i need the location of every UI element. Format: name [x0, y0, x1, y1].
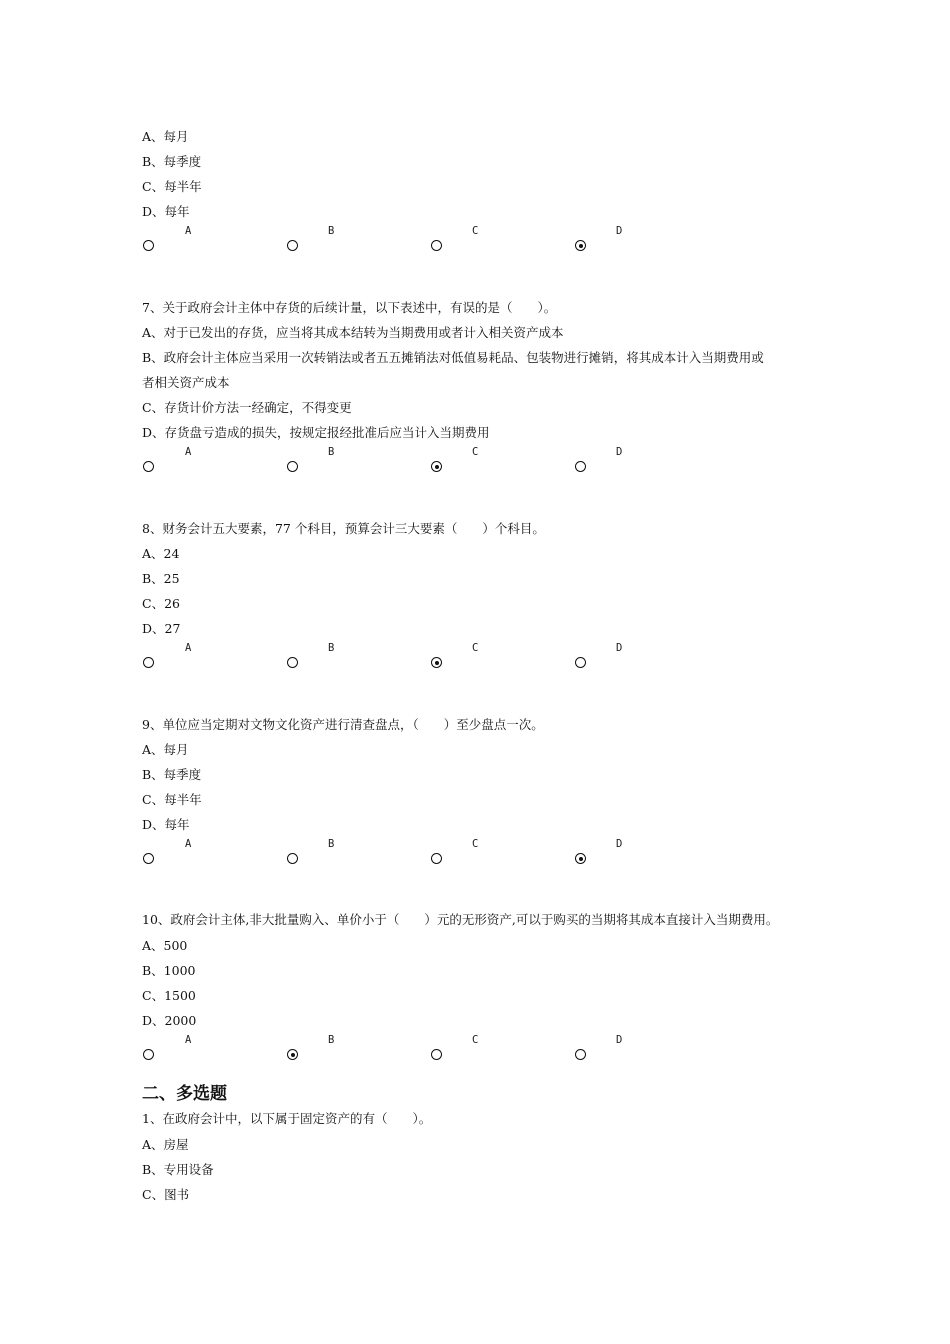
q7-radio-c[interactable]: [431, 461, 442, 472]
q7-radio-b[interactable]: [287, 461, 298, 472]
q7-choice-label-b: B: [328, 446, 335, 458]
q9-radio-b[interactable]: [287, 853, 298, 864]
q10-option-d: D、2000: [142, 1013, 197, 1028]
q8-radio-b[interactable]: [287, 657, 298, 668]
q10-radio-c[interactable]: [431, 1049, 442, 1060]
q7-question: 7、关于政府会计主体中存货的后续计量，以下表述中，有误的是（ ）。: [142, 300, 557, 315]
q9-option-a: A、每月: [142, 742, 189, 757]
q8-option-c: C、26: [142, 596, 180, 611]
q10-radio-b[interactable]: [287, 1049, 298, 1060]
q8-question: 8、财务会计五大要素，77 个科目，预算会计三大要素（ ）个科目。: [142, 521, 545, 536]
q6-radio-c[interactable]: [431, 240, 442, 251]
q6-choice-label-b: B: [328, 225, 335, 237]
q8-choice-label-c: C: [472, 642, 479, 654]
q7-option-d: D、存货盘亏造成的损失，按规定报经批准后应当计入当期费用: [142, 425, 490, 440]
mq1-option-a: A、房屋: [142, 1137, 189, 1152]
q8-option-b: B、25: [142, 571, 180, 586]
q9-question: 9、单位应当定期对文物文化资产进行清查盘点，（ ）至少盘点一次。: [142, 717, 544, 732]
q10-option-b: B、1000: [142, 963, 196, 978]
q8-choice-label-a: A: [185, 642, 192, 654]
q8-choice-label-d: D: [616, 642, 623, 654]
q7-choice-label-a: A: [185, 446, 192, 458]
q9-radio-d[interactable]: [575, 853, 586, 864]
q8-option-a: A、24: [142, 546, 180, 561]
q9-radio-a[interactable]: [143, 853, 154, 864]
q8-radio-a[interactable]: [143, 657, 154, 668]
q6-choice-label-c: C: [472, 225, 479, 237]
q7-option-c: C、存货计价方法一经确定，不得变更: [142, 400, 352, 415]
q7-radio-a[interactable]: [143, 461, 154, 472]
q9-choice-label-d: D: [616, 838, 623, 850]
q6-option-b: B、每季度: [142, 154, 202, 169]
q9-option-b: B、每季度: [142, 767, 202, 782]
q6-choice-label-a: A: [185, 225, 192, 237]
q10-option-a: A、500: [142, 938, 188, 953]
q9-option-d: D、每年: [142, 817, 190, 832]
q10-choice-label-a: A: [185, 1034, 192, 1046]
q10-radio-a[interactable]: [143, 1049, 154, 1060]
radio-dot-icon: [579, 244, 583, 248]
q7-option-a: A、对于已发出的存货，应当将其成本结转为当期费用或者计入相关资产成本: [142, 325, 564, 340]
q9-choice-label-c: C: [472, 838, 479, 850]
radio-dot-icon: [435, 465, 439, 469]
q6-option-c: C、每半年: [142, 179, 202, 194]
mq1-question: 1、在政府会计中，以下属于固定资产的有（ ）。: [142, 1111, 432, 1126]
q9-choice-label-a: A: [185, 838, 192, 850]
q6-choice-label-d: D: [616, 225, 623, 237]
q6-option-a: A、每月: [142, 129, 189, 144]
q6-option-d: D、每年: [142, 204, 190, 219]
q6-radio-b[interactable]: [287, 240, 298, 251]
radio-dot-icon: [291, 1053, 295, 1057]
q9-option-c: C、每半年: [142, 792, 202, 807]
section-heading: 二、多选题: [142, 1084, 227, 1104]
q10-choice-label-b: B: [328, 1034, 335, 1046]
q10-choice-label-c: C: [472, 1034, 479, 1046]
q7-option-b-continued: 者相关资产成本: [142, 375, 230, 390]
mq1-option-c: C、图书: [142, 1187, 190, 1202]
q8-option-d: D、27: [142, 621, 181, 636]
q7-radio-d[interactable]: [575, 461, 586, 472]
radio-dot-icon: [579, 857, 583, 861]
q10-question: 10、政府会计主体,非大批量购入、单价小于（ ）元的无形资产,可以于购买的当期将其成本直接计入当期费用。: [142, 912, 779, 927]
mq1-option-b: B、专用设备: [142, 1162, 214, 1177]
q6-radio-a[interactable]: [143, 240, 154, 251]
q8-radio-c[interactable]: [431, 657, 442, 668]
q7-option-b: B、政府会计主体应当采用一次转销法或者五五摊销法对低值易耗品、包装物进行摊销，将其成本计入当期费用或: [142, 350, 764, 365]
radio-dot-icon: [435, 661, 439, 665]
q7-choice-label-c: C: [472, 446, 479, 458]
q9-radio-c[interactable]: [431, 853, 442, 864]
q10-choice-label-d: D: [616, 1034, 623, 1046]
q8-choice-label-b: B: [328, 642, 335, 654]
q10-radio-d[interactable]: [575, 1049, 586, 1060]
q7-choice-label-d: D: [616, 446, 623, 458]
q6-radio-d[interactable]: [575, 240, 586, 251]
q10-option-c: C、1500: [142, 988, 196, 1003]
q8-radio-d[interactable]: [575, 657, 586, 668]
q9-choice-label-b: B: [328, 838, 335, 850]
